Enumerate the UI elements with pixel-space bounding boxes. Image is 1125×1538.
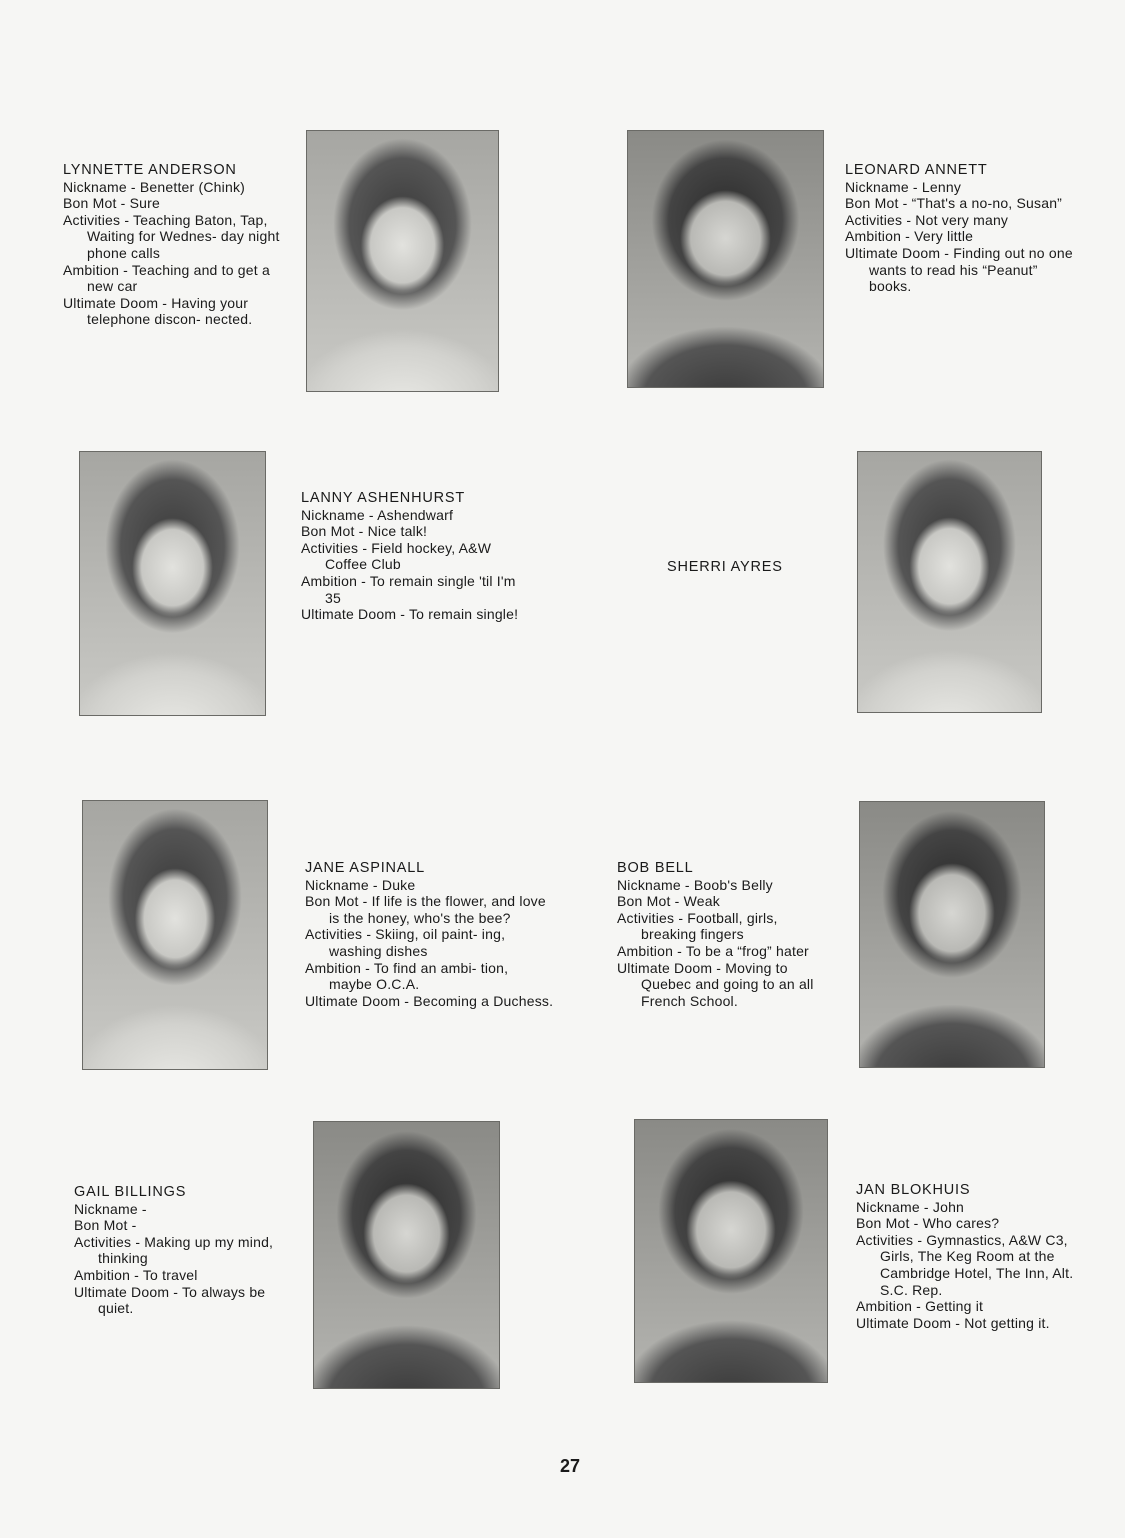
- photo-bob-bell: [859, 801, 1045, 1068]
- bio-ultimate-doom: Ultimate Doom - To remain single!: [301, 606, 519, 623]
- page-number: 27: [559, 1456, 581, 1476]
- photo-lanny-ashenhurst: [79, 451, 266, 716]
- bio-ambition: Ambition - To find an ambi- tion, maybe O.C.A.: [305, 959, 509, 993]
- bio-jan-blokhuis: [856, 1182, 1076, 1331]
- bio-bon-mot: Bon Mot - Nice talk!: [301, 523, 428, 540]
- student-name: LANNY ASHENHURST: [301, 490, 466, 506]
- student-name: LEONARD ANNETT: [845, 162, 988, 178]
- bio-ambition: Ambition - Teaching and to get a new car: [63, 261, 270, 295]
- student-name-sherri-ayres: SHERRI AYRES: [667, 559, 783, 575]
- bio-ambition: Ambition - To travel: [74, 1266, 198, 1283]
- bio-ambition: Ambition - To be a “frog” hater: [617, 942, 809, 959]
- bio-bob-bell: [617, 860, 832, 1009]
- bio-ultimate-doom: Ultimate Doom - Not getting it.: [856, 1314, 1050, 1331]
- bio-activities: Activities - Skiing, oil paint- ing, washing dishes: [305, 926, 506, 959]
- bio-leonard-annett: [845, 162, 1075, 295]
- bio-ultimate-doom: Ultimate Doom - Finding out no one wants to read his “Peanut” books.: [845, 244, 1073, 295]
- bio-ambition: Ambition - Very little: [845, 228, 974, 245]
- bio-activities: Activities - Gymnastics, A&W C3, Girls, The Keg Room at the Cambridge Hotel, The Inn, Alt. S.C. Rep.: [856, 1231, 1074, 1298]
- bio-activities: Activities - Teaching Baton, Tap, Waiting for Wednes- day night phone calls: [63, 211, 280, 261]
- bio-bon-mot: Bon Mot - Sure: [63, 195, 160, 212]
- bio-activities: Activities - Not very many: [845, 211, 1009, 228]
- bio-ambition: Ambition - To remain single 'til I'm 35: [301, 572, 516, 606]
- photo-jan-blokhuis: [634, 1119, 828, 1383]
- bio-nickname: Nickname - Boob's Belly: [617, 876, 773, 893]
- student-name: BOB BELL: [617, 860, 694, 876]
- bio-activities: Activities - Football, girls, breaking fingers: [617, 909, 778, 943]
- bio-bon-mot: Bon Mot - “That's a no-no, Susan”: [845, 195, 1063, 212]
- bio-jane-aspinall: [305, 860, 555, 1009]
- bio-ultimate-doom: Ultimate Doom - Becoming a Duchess.: [305, 992, 554, 1009]
- photo-lynnette-anderson: [306, 130, 499, 392]
- bio-lanny-ashenhurst: [301, 490, 526, 623]
- bio-activities: Activities - Field hockey, A&W Coffee Club: [301, 539, 492, 573]
- bio-bon-mot: Bon Mot -: [74, 1217, 137, 1234]
- bio-ultimate-doom: Ultimate Doom - Moving to Quebec and going to an all French School.: [617, 959, 814, 1009]
- bio-ambition: Ambition - Getting it: [856, 1298, 984, 1315]
- bio-gail-billings: [74, 1184, 289, 1317]
- bio-nickname: Nickname - Ashendwarf: [301, 506, 454, 523]
- bio-nickname: Nickname -: [74, 1200, 147, 1217]
- bio-ultimate-doom: Ultimate Doom - To always be quiet.: [74, 1283, 266, 1317]
- bio-bon-mot: Bon Mot - If life is the flower, and love is the honey, who's the bee?: [305, 893, 546, 926]
- photo-sherri-ayres: [857, 451, 1042, 713]
- student-name: GAIL BILLINGS: [74, 1184, 187, 1200]
- student-name: JANE ASPINALL: [305, 860, 426, 876]
- photo-jane-aspinall: [82, 800, 268, 1070]
- bio-nickname: Nickname - Duke: [305, 876, 416, 893]
- bio-nickname: Nickname - John: [856, 1198, 965, 1215]
- bio-ultimate-doom: Ultimate Doom - Having your telephone discon- nected.: [63, 294, 253, 328]
- photo-leonard-annett: [627, 130, 824, 388]
- bio-bon-mot: Bon Mot - Weak: [617, 893, 720, 910]
- bio-nickname: Nickname - Lenny: [845, 178, 962, 195]
- student-name: JAN BLOKHUIS: [856, 1182, 971, 1198]
- photo-gail-billings: [313, 1121, 500, 1389]
- bio-nickname: Nickname - Benetter (Chink): [63, 178, 246, 195]
- bio-lynnette-anderson: [63, 162, 288, 328]
- student-name: LYNNETTE ANDERSON: [63, 162, 237, 178]
- bio-activities: Activities - Making up my mind, thinking: [74, 1233, 274, 1267]
- bio-bon-mot: Bon Mot - Who cares?: [856, 1215, 1000, 1232]
